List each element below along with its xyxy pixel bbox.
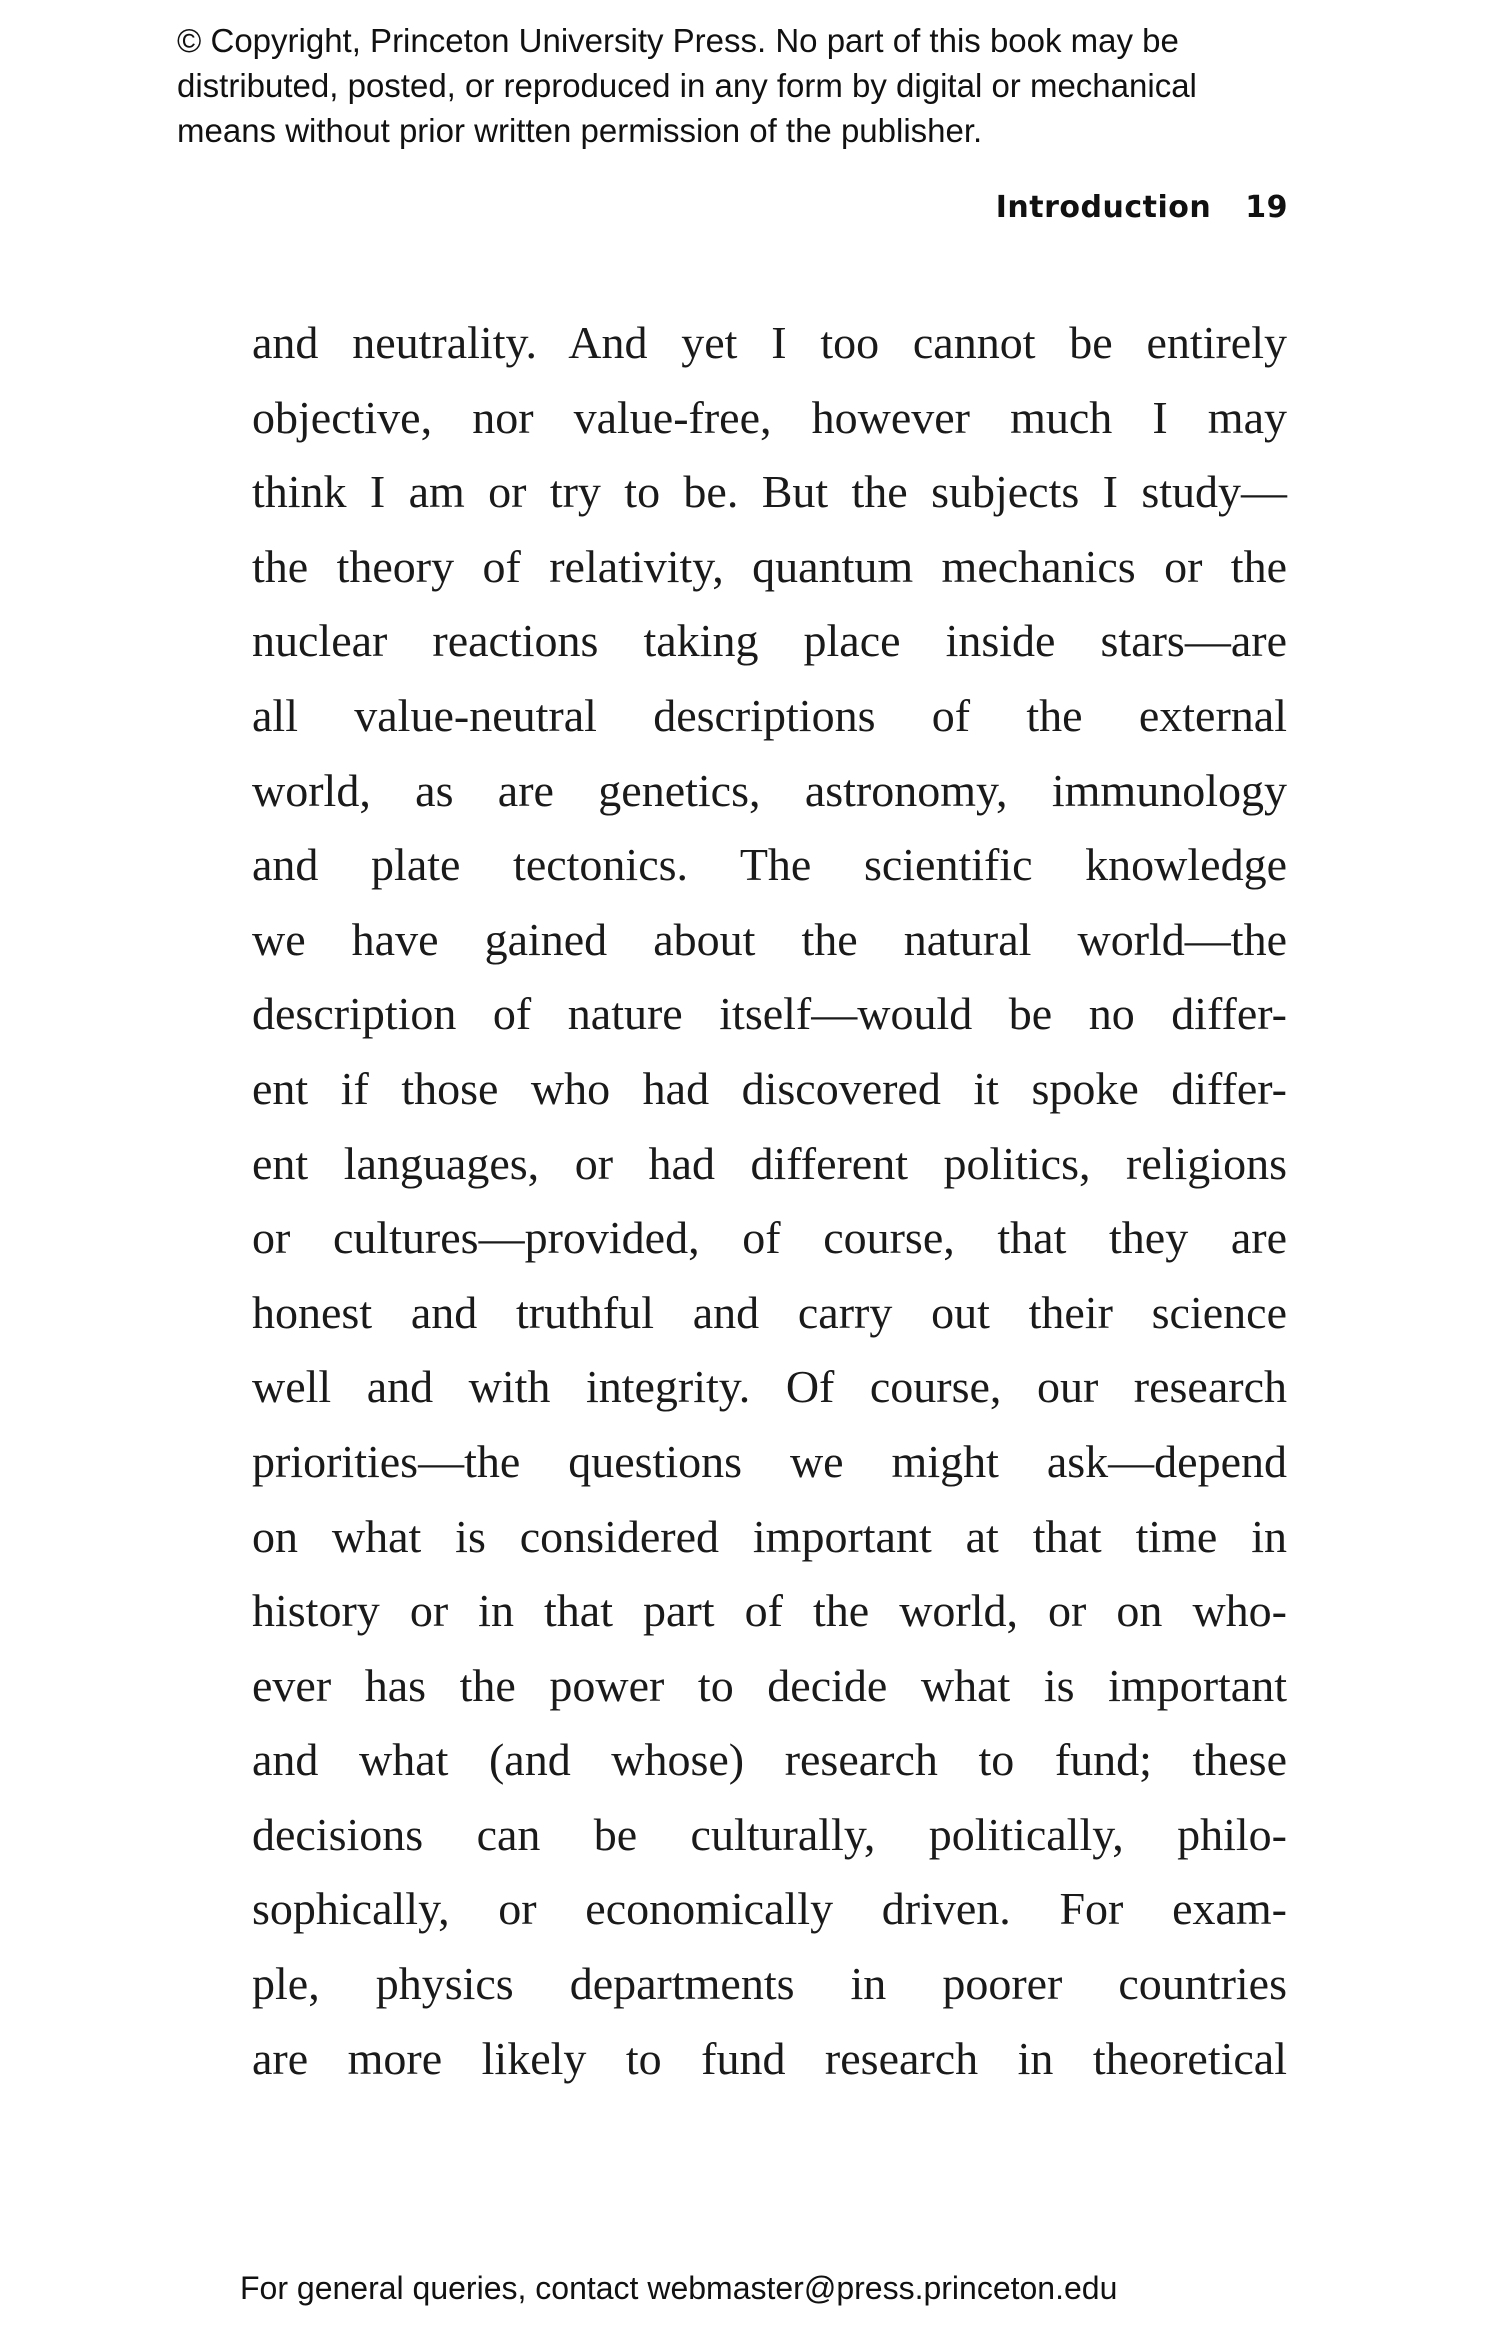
- copyright-line: distributed, posted, or reproduced in any form by digital or mechanical: [177, 67, 1197, 104]
- text-line: ple, physics departments in poorer countries: [252, 1958, 1287, 2010]
- text-line: sophically, or economically driven. For exam-: [252, 1883, 1287, 1935]
- text-line: and neutrality. And yet I too cannot be entirely: [252, 317, 1287, 368]
- running-head: [996, 190, 1288, 225]
- text-line: we have gained about the natural world—the: [252, 913, 1287, 965]
- text-line: ever has the power to decide what is important: [252, 1659, 1287, 1711]
- text-line: honest and truthful and carry out their science: [252, 1286, 1287, 1338]
- text-line: on what is considered important at that time in: [252, 1510, 1287, 1562]
- text-line: world, as are genetics, astronomy, immunology: [252, 764, 1287, 816]
- text-line: or cultures—provided, of course, that they are: [252, 1212, 1287, 1264]
- text-line: are more likely to fund research in theoretical: [252, 2032, 1287, 2084]
- text-line: nuclear reactions taking place inside stars—are: [252, 615, 1287, 667]
- text-line: priorities—the questions we might ask—depend: [252, 1435, 1287, 1487]
- text-line: ent if those who had discovered it spoke differ-: [252, 1062, 1287, 1114]
- body-text: [252, 306, 1287, 2096]
- text-line: and plate tectonics. The scientific knowledge: [252, 839, 1287, 891]
- text-line: and what (and whose) research to fund; these: [252, 1734, 1287, 1786]
- text-line: objective, nor value-free, however much I may: [252, 391, 1287, 443]
- text-line: decisions can be culturally, politically, philo-: [252, 1808, 1287, 1860]
- copyright-line: means without prior written permission of the publisher.: [177, 112, 983, 149]
- copyright-notice: [177, 18, 1357, 153]
- page-number: 19: [1245, 190, 1288, 225]
- text-line: think I am or try to be. But the subjects I study—: [252, 466, 1287, 518]
- text-line: ent languages, or had different politics, religions: [252, 1137, 1287, 1189]
- chapter-title: Introduction: [995, 190, 1212, 225]
- text-line: description of nature itself—would be no differ-: [252, 988, 1287, 1040]
- text-line: well and with integrity. Of course, our research: [252, 1361, 1287, 1413]
- text-line: the theory of relativity, quantum mechanics or the: [252, 540, 1287, 592]
- copyright-line: © Copyright, Princeton University Press. No part of this book may be: [177, 22, 1179, 59]
- text-line: history or in that part of the world, or on who-: [252, 1585, 1287, 1637]
- footer-contact: For general queries, contact webmaster@press.princeton.edu: [240, 2270, 1118, 2306]
- text-line: all value-neutral descriptions of the external: [252, 689, 1287, 741]
